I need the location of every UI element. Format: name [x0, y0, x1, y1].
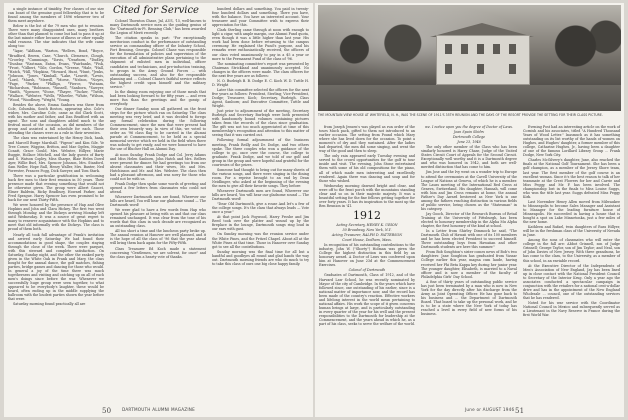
photo-caption: THE MOUNTAIN VIEW HOUSE AT WHITEFIELD, N. H., WAS THE SCENE OF 1911'S 35TH REUNION AND THE DAYS OF THE RESORT PROVIDE THE SETTING FOR THEIR CLASS PICTURE.	[318, 113, 603, 117]
paragraph: In the dining room enjoying one of those meals that had been looking forward to for fifty years — and even more fun than the greetings and the gossip of everybody.	[110, 89, 206, 106]
cited-for-service-heading: Cited for Service	[113, 5, 199, 16]
photo-window	[445, 44, 452, 54]
paragraph: Later this committee selected the officers for the next five years as follows: President, Sterling; Vice-President, Dodge; Treasurer, Koch; Secretary, Burleigh. Class Agent, Sanborn; and Executive Committee, Tuttle and Wright.	[212, 87, 309, 109]
paragraph: Charles McGilvery's daughter, June, also reached the finals at the National Golf Tournament. She has been a golf champion, as a member of the Jersey Shore team, last year. The first member of the golf course is an excellent woman. Since it's the best reason to talk of her teammate at the Crest Flowers for her and Carrie and Miss Peggy, and Mr. F. has been involved. The championship lost in the finals to Miss Louise Suggs, who won the title last year. Suggs defeated Miss Peggy Kirk.	[523, 158, 620, 199]
paragraph: The citation speaks in part: "For exceptionally meritorious conduct in the performance of outstanding service as commanding officer of the Infantry School, Fort Benning, Georgia. Colonel Chase was responsible for the formulation of policies and supervision of the execution of all administrative plans pertaining to the shipment of enlisted men in individual, officer candidates and technicians, and pre-induction training, to groups in the Army Ground Forces ... with outstanding success, and also for the responsible planning and ... Colonel Chase's faithful service reflects the highest credit upon himself and the military service."	[110, 36, 206, 89]
paragraph: At noon Sunday, Frank Dodge and Col. Jerry Adams and Miss Helen Sanborn, John Hatch and Mrs. Bellers were present for dinner. We had greetings too from our absent classmates and their wives, Mr. and Mrs. Hutchinson and Mr. and Mrs. Webster. The class then had a pleasant afternoon, and was sorry for those who could not be with us.	[110, 152, 206, 181]
left-column-2	[110, 5, 206, 260]
paragraph: "Dear Old Dartmouth, give a rouse And let's a few of the college songs. It's the class that always leads — Vote once a year."	[212, 202, 309, 215]
magazine-name: DARTMOUTH ALUMNI MAGAZINE	[122, 407, 195, 412]
paragraph: In a Letter from Shirley Dimmock he said, "The Dartmouth Club of Hawaii with one of its 100 members and he has been elected President to succeed himself. Three outstanding boys from Hawaiian and other Dartmouth students are here this summer."	[421, 229, 517, 250]
paragraph: There was a particular gratification in welcoming back five men to their first reunion in 50 years. Their presence made that evening something that would not be otherwise given. The group were Albert Gaucet, Elmer Baldwin, Ricky Bradbury, Howard Parker, and Fred Sprague. Harry Spencer has even promised to be back for our next Thirty-Fifth.	[8, 173, 104, 203]
paragraph: In recognition of his outstanding contributions to the industry, John W. ("Shorty") Holman was given the College the highest distinction in this field by an honorary award. A Doctor of Laws was conferred upon him at Hanover on June 23d at the Commencement Exercises.	[319, 243, 415, 268]
class-officer-line: Court House, Dedham, Mass.	[342, 238, 392, 243]
paragraph: Someone had thought to bring out for many sheets of the various songs, and there were singing in the dining room. For a reprise brought to an end by Dean Neidlinger, who asked at the beginning of the evening the men to give all their favorite songs. They before:	[212, 167, 309, 188]
paragraph: Sunday morning was the final time for all but a handful and goodbyes all round and glad hands the way out. Dartmouth morning friends are who do much to try to take this class of ours one big close happy family.	[212, 249, 309, 266]
paragraph: A fine of thirty years of outstanding public service has just been terminated by a man who is now in New York for the day directly after his discharge from the Army as Joint Operating Officer. He has gone back to his business and ... the Department of Dartmouth Board. That board to take up the personal work, and he is to be a state where the New York of today has reached a level in every field of new forms of his business.	[421, 279, 517, 317]
issue-date: June or AUGUST 1946	[465, 407, 515, 412]
right-column-1	[319, 125, 415, 327]
class-officer-line: Acting Treasurer, RALPH D. PATTERSON	[331, 233, 403, 238]
left-column-3	[212, 7, 309, 267]
left-page-number: 50	[102, 407, 112, 415]
left-page	[4, 3, 313, 417]
paragraph: Last November Henry Allen moved from Milwaukee to Minneapolis to become Sales Manager and Assistant to Manager for the leading furniture house of Minneapolis. He succeeded in having a house that is bought a spot on Lake Minnetonka, just a few miles of the new home.	[523, 199, 620, 225]
paragraph: The nominating committee's report was presented by Chairman Strickland and unanimously accepted. No changes in the officers were made. The class officers for the next five years are as follows:	[212, 61, 309, 78]
paragraph: We were honored by the presence of Hap and Olive Hopkins and John and Clara Hickey. The first two went through Monday, and the Dickeys arriving Monday left until Wednesday. It was a source of great regret to many to renewer acquaintance with the Hopkins and to meet that old informally with the Dickeys. The class is proud of them both.	[8, 203, 104, 232]
citation-signature-line: Dartmouth College	[452, 135, 486, 140]
paragraph: Below is the list of the 79 men who got to reunion. There were many disappointed ones, many brothers other than that planned to come but had to pass it up at the last minute either because of illness or other equally valid reasons. The star indicates that the wife came along too:	[8, 24, 105, 49]
photo-window	[509, 64, 516, 74]
paragraph: The only other member of the Class who has been similarly honored is Harry Chase, Judge of the United States Circuit Court of Appeals for the Second Circuit. Exceptionally well worthy and it is a Dartmouth degree and who was honored in 1942, and both are well-merited distinction that has come to him.	[421, 145, 517, 170]
paragraph: Following formal adjournment of the business meeting, Frank Reilly and Dr. Dodge, and two others spoke. The three couples who won a guidance of the college to go, once over the course, the college to graduate. Frank Dodge, and we told of our golf and group in the group and were hopeful and grateful for the courtesies of the prizes.	[212, 138, 309, 167]
right-page	[315, 3, 624, 417]
right-column-2	[421, 125, 517, 317]
photo-window	[461, 44, 468, 54]
paragraph: Frank Dodge then spoke some words of greeting and opened a few letters from classmates who could not attend.	[110, 181, 206, 194]
citation-signature-line: we. I notice upon you the degree of Doctor of Laws.	[425, 125, 513, 129]
paragraph: On Sunday morning was the reunion service under the White Pines, and the Fritzel Chapel. About all at the White Pines at that time. Those in Hanover over Sunday got to see all the contributions.	[212, 232, 309, 249]
photo-window	[477, 64, 484, 74]
paragraph: *Agar, *Aldham, *Barton, *Bellers, Bond, *Boyce, *Bradford, Brown, Case, *Church, Clemence, Clough, *Crowley, *Cummings, *Davis, *Dearborn, *Dudley, *Dunbar, *Eastman, Eaton, Evans, *Fairbanks, *Fisk, *Frost, *Gilbert, *Gile, Gordon, *Greene, *Hale, *Hall, *Hatch, *Hill, *Hopkins, *Howard, Hunt, *Hunt, *Jenks, *Johnson, *Jones, *Kimball, *Lake, *Leavitt, *Lewis, *Lord, *Marsh, *Merrill, *Morse, *Nelson, *Noyes, *Page, *Parker, *Phillips, *Pierce, *Putnam, *Richardson, *Robinson, *Russell, *Sanborn, *Sawyer, *Smith, *Spencer, *Stone, *Thayer, *Tucker, *Tuttle, *Wallace, *Webster, *Wells, *Wheeler, *White, *Wilson, *Wood, *Woodbury, *Wright, *Young.	[8, 49, 104, 103]
class-officer-line: Acting Secretary, HENRY K. URION	[336, 222, 398, 227]
magazine-spread	[4, 3, 624, 417]
paragraph: We were glad to have a few words from Hap who opened his pleasure at being with us and that our class remained unchanged. It was clear from the tone of his words that this class in such decade are recognized as an outstanding class.	[110, 208, 206, 229]
paragraph: At that point Jack Fogwood, Harry Frosbe and Jim Reed took over the platter and wound up by the fireplace in the lounge, Dartmouth songs ring loud in our ears with gust.	[212, 215, 309, 232]
class-officer-line: 50 Broadway, New York, N.Y.	[342, 227, 392, 232]
citation-subheading: Colonel of Dartmouth	[348, 268, 386, 273]
right-page-number: 51	[515, 407, 525, 415]
left-column-1	[8, 7, 104, 307]
photo-window	[509, 44, 516, 54]
paragraph: Nearly all took full advantage of Frank's invitation and arrived early Saturday. We had found their accommodations in good shape, the couples staying through the close of the week. There were parquet, with this steward and complete satisfaction. On Saturday, Sunday night, and the other the ranked party given in the White Oak in Frank and Mary, the class bought for the annual dance, the golf matches, fishing parties, bridge games and dancing for those who would. In general a joy of the time there was much togetherness and visiting and catching up on all of each men's doings since before the war. Whenever we successfully huge group were seen together, to what appeared to be everybody's laughter, these would be heard, often ending up in the middle supplying the ballroom with the loudest parties shown the year before that were.	[8, 232, 104, 302]
paragraph: Clark Sterling came through at noon with enough to light a cigar, with ample margin, our Alumni Fund quota, even though it was a little higher than last year. His work had been done before returning to the campus ceremony. He explained the Fund's purpose, and his remarks were enthusiastically received, the officers of our class voted unanimously to pay in a $5 a year or more to the Permanent Fund of the class of '96.	[212, 28, 309, 61]
photo-house	[436, 35, 530, 85]
mountain-view-house-photo	[318, 5, 621, 111]
paragraph: Our dinner Sunday noon all gathered on the front steps for the picture which ran on Saturday. The class meeting was very brief, and it was decided to forego any formal celebration during the following Commencement, since the men that were present had their own leisurely way. In view of this, we voted to order an '96 class flag to be carried in the Alumni parade at Commencement, to be held as a special memorial service which we held in the field when there was nobody to get ready, and we were honored to have the use of Blucher Hall on Alumni Day.	[110, 106, 206, 152]
paragraph: Besides the above, Emma Sanborn was there from Cole, Columbia, South Boston, appearing also. Cole's widow, Mrs. Caroline Cole, came as did Clark Scott, with his mother and father, and Dan Bradford with an agent. The sons and daughters added much to the festival mood of the occasion, as did members of the group and assisted a full schedule for each. Those attending the classes were as a rule in their seventies.	[8, 103, 104, 136]
paragraph: Jim Jose and the Ivy went on a wonder trip to Europe to attend the ceremonies at the Cavell University of the League of Nations at Geneva, of which he is a member. The Lauss meeting of the International Red Cross at Geneva, Switzerland. His daughter, Hannah, will come with him and Jim Cross remains at home, the annual Father's Day Award bestowed as New York is one among the fathers reaching distinction in various fields of public service, being chosen as the "Statesman" in his category.	[421, 170, 517, 211]
paragraph: Whenever Dartmouth men are found, Wherever our hills are heard, You will hear our gladsome sound — The Dartmouth word!	[110, 194, 206, 208]
paragraph: The class was entertained by the Henry Dick, hank, and Marcell Burge Marshall. "Pigeon" and Kim Gile. Ye Tree Cosser, Wiggins, Britton, and Mae Ogden, Maggie Conatt, Grace Gould, Mrs. Webster, Hillyer, Marie Buggie, Hollace Mitchell, and the lady guests of Barty and S. Watson Copley, Miss Sharpe, Blair Helen Dowd Ayer, Willie Burl, Mrs. Spencer Johnson, Mrs. Stanford, Sam Weller, Hope Rall, Henry Waller, Mrs. Baxter, Ned Forrester, Frances Fogg, Dick Sawyer, and Tom Stark.	[8, 136, 104, 173]
paragraph: Wednesday morning dawned bright and clear, and were off to the front porch with the mountains standing clear and so on in their majestic majesty. It was a beautiful setting for the fine fellows getting together for over forty years. It has its inspiration to the most up the Ben Reunion in '41.	[319, 183, 415, 208]
paragraph: The only rain appeared early Tuesday evening and served to the crowd opportunities for the golf to tour inside and visit. The evening, John Stone entertained them with some of his old compositions for the piano, all of which made men interesting and excellently rendered. Again there was dancing and soup and for those who wished.	[319, 154, 415, 183]
photo-lawn	[318, 85, 621, 111]
paragraph: Jay Gooch, Director of the Research Bureau of Retail Training at the University of Pittsburgh, has been elected to honorary membership in the Alpha Mu Alpha chapter, the first honorary of the kind at school.	[421, 211, 517, 229]
paragraph: N. O. Burleigh B. B. Dodge E. C. Koch W. D. Tuttle H. D. Wright	[212, 78, 309, 87]
right-column-3	[523, 125, 620, 318]
citation-signature-line: June 23, 1946	[457, 140, 481, 145]
paragraph: Among the sons of classmates who will enter the college in the fall are: Abbot Grinnell, son of Judge Grinnell; George Taylor, son of Jim Taylor; and Neal, son of John Davies of New Jersey. With three grandsons, he has come to the class, to the University, as a member of this school, in an enviable record.	[523, 238, 620, 263]
paragraph: Kathleen and Rafael, twin daughters of Russ Hillyer, will be in the freshman class of the University of Nevada in June.	[523, 225, 620, 238]
paragraph: Saturday morning found practically all are	[13, 302, 86, 307]
class-year-heading: 1912	[353, 208, 381, 222]
paragraph: Noted for his war service with the Coordinator National Council in Mexico and subsequently served as a Lieutenant in the Navy Reserve in France during the first World War.	[523, 300, 620, 318]
photo-window	[477, 44, 484, 54]
paragraph: Just prior to adjournment of the meeting, Secretary Burleigh and Secretary Burleigh were both presented with handsomely bound volumes containing pictures taken from the records of the class since graduation. The gift was not too much appreciated at time of this membership's recognition and attention to this matter of seeing that it was carried out.	[212, 109, 309, 138]
citation-signature-line: Joan Spain Sbidrv	[453, 130, 485, 135]
photo-window	[493, 44, 500, 54]
paragraph: From Bob Soughton's sister comes news of Bob's two daughters: Jane Soughton has graduated from Vassar College earlier this year, magna cum laude, having received her Phi Beta Kappa key during her junior year. The younger daughter, Elisabeth, is married to a Naval officer and is now a member of the faculty of Philadelphia Girls' Day School.	[421, 250, 517, 279]
photo-window	[445, 64, 452, 74]
paragraph: a single instance of timidity. Few classes of our size can boast of the genuine good fellowship that is to be found among the members of 1896 whenever two of them meet anywhere.	[8, 7, 104, 24]
paragraph: hundred dollars and something. You paid in twenty-four hundred dollars and something. There you have, with the balance. You have an interested account. Your treasurer and your Committee wish to express their appreciation for this.	[212, 7, 309, 28]
paragraph: from Joseph Jensen's was played as run order of the tours Much pack, gifted to them not introduced to an earlier occasion. The setting from Pound which Mary where she has lived down for the occasion. To point a moment's of dry and they sustained. After the ladies had departed, the men did some singing, and went the way of the good and then to sleep.	[319, 125, 415, 154]
paragraph: All too short a time and the luncheon party broke up. The annual reunion at Hanover are well planned, and it is the hope of all the class of '96 that the year ahead will bring them back again for the Fifty-Fifth.	[110, 229, 206, 246]
paragraph: At the Executive Director of the Independents of Men's Association of New England, Jay has been lined up in close contact with the National President Council to Secretary of the Interior Krug. Only a year ago the associates conducted a spectacular campaign in conjunction with the retailers for a national cent-a-dollar drive and has in the appointment of the New England Wholesale ... council, one of the outstanding services that he has rendered.	[523, 263, 620, 300]
paragraph: Graduates of Dartmouth, Class of 1912, and of the Harvard Law School, he was recently nominated by Mayor of the city of Cambridge. In the years which have followed since, one outstanding of his earlier, since is a national matter of importance now, and the record has been made of the country's reaction. Effective workers and lifelong interest in the world mean pertaining to national affairs. His work the scope of it given concerns human beings at large, and is particularly outstanding in every quarter of the year for his well and the present responsibilities to the Dartmouth for leadership at the Commencement, and the years ahead in which he, as a part of his class, seeks to serve the welfare of the world.	[319, 273, 415, 327]
paragraph: Evening Post had an interesting article on the work of Cornish and his associates, titled "A Hundred Thousand Years of Wood Letter." Inasmuch as it has something outstanding on its list worthy of the hands of women on Hughes, and Hughes' daughter, a former member of this college, Catharine Hughes, Jr., having been a daughter of one of the famous Lorillard Library Group ... Frank Dodge, New York City.	[523, 125, 620, 158]
paragraph: Class Treasurer Ed Koch made a statement concerning "Gentlemen, we are solvent, for once" and the class gave him a hearty vote of thanks.	[110, 246, 206, 259]
paragraph: Whenever Dartmouth men are found, Wherever our hills are heard, You will hear our gladsome sound — The Dartmouth word!	[212, 189, 309, 202]
paragraph: Colonel Thornton Chase, Jnl, AUS, '15, well-known to many Dartmouth service men as the guiding genius of the "Dartmouth-in-Ft. Benning Club," has been awarded the Legion of Merit recently.	[110, 19, 206, 36]
